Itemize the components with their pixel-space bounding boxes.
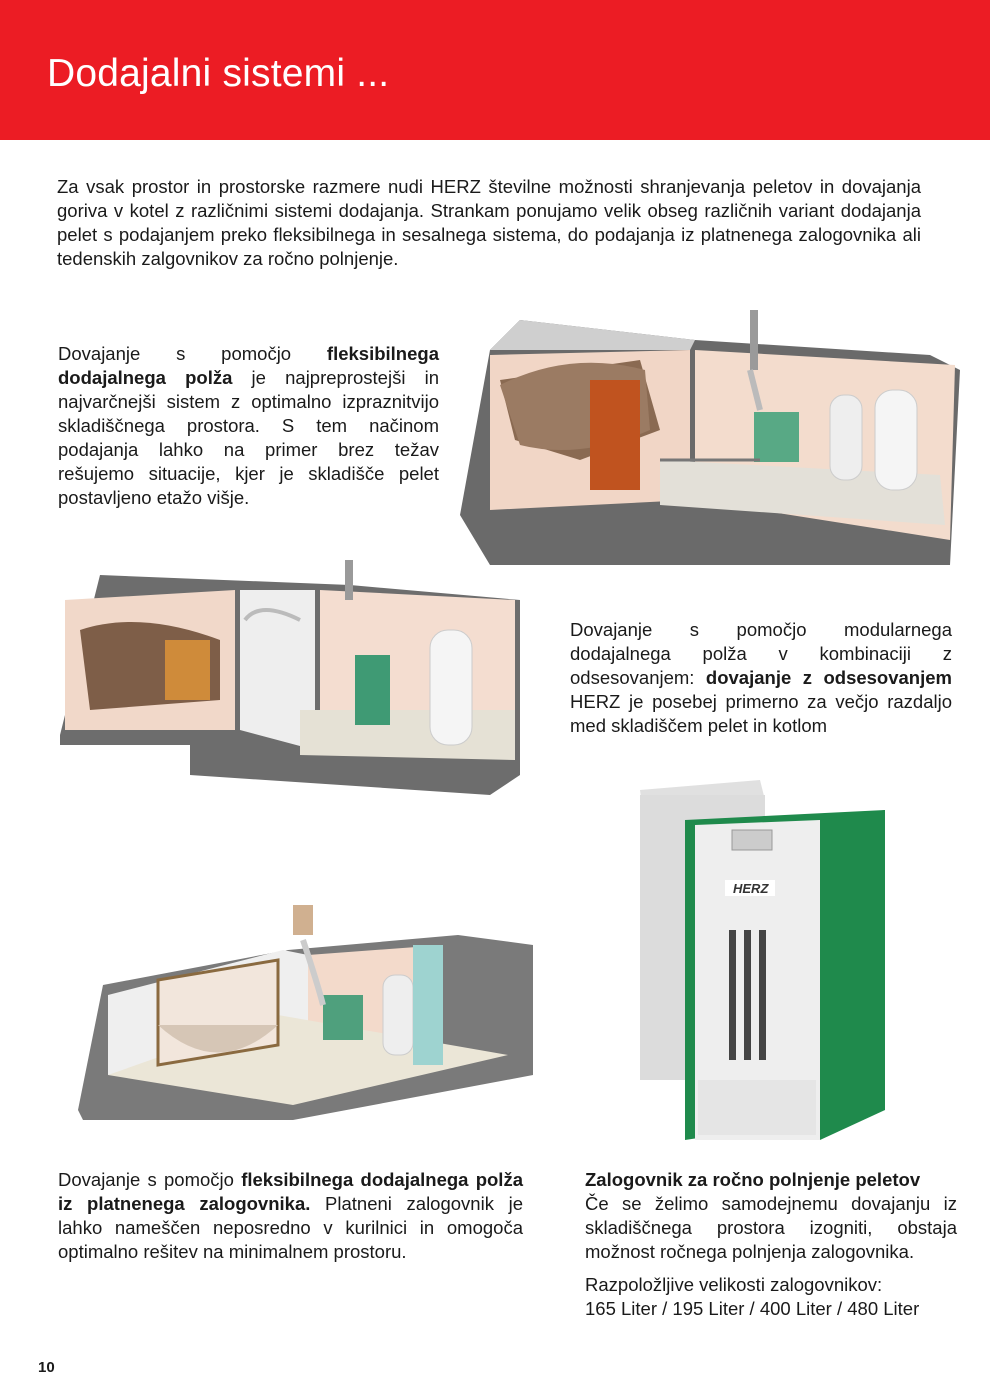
section-flex-auger-text bbox=[58, 342, 439, 510]
section-suction-text bbox=[570, 618, 952, 738]
intro-paragraph: Za vsak prostor in prostorske razmere nudi HERZ številne možnosti shranjevanja peletov in dovajanja goriva v kotel z različnimi sistemi dodajanja. Strankam ponujamo velik obseg različnih variant dodajanja pelet s podajanjem preko fleksibilnega in sesalnega sistema, do podajanja iz platnenega zalogovnika ali tedenskih zalgovnikov za ročno polnjenje. bbox=[57, 176, 921, 269]
section4-text: Če se želimo samodejnemu dovajanju iz skladiščnega prostora izogniti, obstaja možnost ročnega polnjenja zalogovnika. bbox=[585, 1193, 957, 1262]
section1-pre: Dovajanje s pomočjo bbox=[58, 343, 327, 364]
page-number: 10 bbox=[38, 1359, 55, 1376]
section3-bold: fleksibilnega dodajalnega polža iz platnenega zalogovnika. bbox=[58, 1169, 523, 1214]
section1-bold: fleksibilnega dodajalnega polža bbox=[58, 343, 439, 388]
page-header bbox=[0, 0, 990, 140]
sizes-list: 165 Liter / 195 Liter / 400 Liter / 480 Liter bbox=[585, 1298, 920, 1319]
section-sizes bbox=[585, 1273, 957, 1321]
section2-bold: dovajanje z odsesovanjem bbox=[705, 667, 952, 688]
section-textile-silo-text bbox=[58, 1168, 523, 1264]
section3-post: Platneni zalogovnik je lahko nameščen neposredno v kurilnici in omogoča optimalno rešitev na minimalnem prostoru. bbox=[58, 1193, 523, 1262]
page-title: Dodajalni sistemi ... bbox=[47, 52, 390, 95]
boiler-brand-label: HERZ bbox=[733, 881, 769, 896]
section2-post: HERZ je posebej primerno za večjo razdaljo med skladiščem pelet in kotlom bbox=[570, 691, 952, 736]
section2-pre: Dovajanje s pomočjo modularnega dodajalnega polža v kombinaciji z odsesovanjem: bbox=[570, 619, 952, 688]
illustration-textile-silo bbox=[78, 905, 538, 1125]
sizes-label: Razpoložljive velikosti zalogovnikov: bbox=[585, 1274, 883, 1295]
section1-post: je najpreprostejši in najvarčnejši sistem z optimalno izpraznitvijo skladiščnega prostora. S tem načinom podajanja lahko na primer brez težav rešujemo situacije, kjer je skladišče pelet postavljeno etažo višje. bbox=[58, 367, 440, 508]
section3-pre: Dovajanje s pomočjo bbox=[58, 1169, 242, 1190]
section4-heading: Zalogovnik za ročno polnjenje peletov bbox=[585, 1169, 921, 1190]
illustration-pellet-boiler bbox=[640, 780, 890, 1150]
section-manual-fill bbox=[585, 1168, 957, 1264]
illustration-suction-system bbox=[60, 560, 525, 810]
illustration-flex-auger-rooms bbox=[460, 310, 970, 565]
